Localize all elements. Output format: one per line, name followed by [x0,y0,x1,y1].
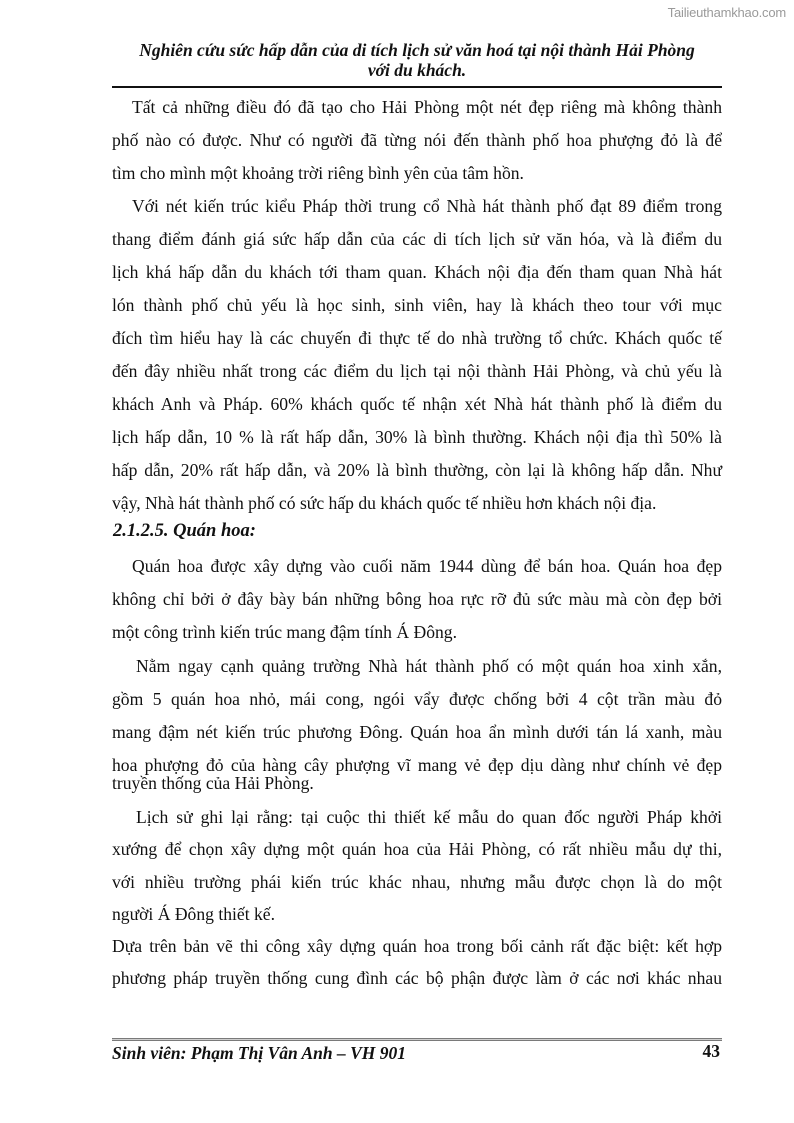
paragraph-line: một công trình kiến trúc mang đậm tính Á Đông. [112,622,457,642]
paragraph-line: với nhiều trường phái kiến trúc khác nhau, nhưng mẫu được chọn là do một [112,872,722,892]
paragraph-line: Quán hoa được xây dựng vào cuối năm 1944 dùng để bán hoa. Quán hoa đẹp [132,556,722,576]
paragraph-line: thang điểm đánh giá sức hấp dẫn của các di tích lịch sử văn hóa, và là điểm du [112,229,722,249]
paragraph-line: hoa phượng đỏ của hàng cây phượng vĩ mang vẻ đẹp dịu dàng như chính vẻ đẹp [112,755,722,775]
paragraph-line: truyền thống của Hải Phòng. [112,773,314,793]
paragraph-line: mang đậm nét kiến trúc phương Đông. Quán hoa ẩn mình dưới tán lá xanh, màu [112,722,722,742]
header-title-line-2: với du khách. [367,60,467,80]
paragraph-line: Dựa trên bản vẽ thi công xây dựng quán hoa trong bối cảnh rất đặc biệt: kết hợp [112,936,722,956]
paragraph-line: lịch khá hấp dẫn du khách tới tham quan. Khách nội địa đến tham quan Nhà hát [112,262,722,282]
paragraph-line: Lịch sử ghi lại rằng: tại cuộc thi thiết kế mẫu do quan đốc người Pháp khởi [136,807,722,827]
paragraph-line: gồm 5 quán hoa nhỏ, mái cong, ngói vẩy được chống bởi 4 cột trần màu đỏ [112,689,722,709]
paragraph-line: xướng để chọn xây dựng một quán hoa của Hải Phòng, có rất nhiều mẫu dự thi, [112,839,722,859]
watermark-text: Tailieuthamkhao.com [667,5,786,20]
paragraph-line: không chỉ bởi ở đây bày bán những bông hoa rực rỡ đủ sức màu mà còn đẹp bởi [112,589,722,609]
header-title-line-1: Nghiên cứu sức hấp dẫn của di tích lịch sử văn hoá tại nội thành Hải Phòng [139,40,695,60]
paragraph-line: đến đây nhiều nhất trong các điểm du lịch tại nội thành Hải Phòng, và chủ yếu là [112,361,722,381]
paragraph-line: người Á Đông thiết kế. [112,904,275,924]
paragraph-line: vậy, Nhà hát thành phố có sức hấp du khách quốc tế nhiều hơn khách nội địa. [112,493,657,513]
paragraph-line: lón thành phố chủ yếu là học sinh, sinh viên, hay là khách theo tour với mục [112,295,722,315]
paragraph-line: Với nét kiến trúc kiểu Pháp thời trung cổ Nhà hát thành phố đạt 89 điểm trong [132,196,722,216]
page-number: 43 [702,1041,720,1061]
paragraph-line: Tất cả những điều đó đã tạo cho Hải Phòng một nét đẹp riêng mà không thành [132,97,722,117]
section-heading: 2.1.2.5. Quán hoa: [113,521,256,541]
footer-author: Sinh viên: Phạm Thị Vân Anh – VH 901 [112,1043,407,1063]
header-divider [112,86,722,88]
paragraph-line: Nằm ngay cạnh quảng trường Nhà hát thành phố có một quán hoa xinh xắn, [136,656,722,676]
footer-divider [112,1038,722,1041]
running-header [112,40,722,80]
paragraph-line: phố nào có được. Như có người đã từng nói đến thành phố hoa phượng đỏ là để [112,130,722,150]
paragraph-line: lịch hấp dẫn, 10 % là rất hấp dẫn, 30% là bình thường. Khách nội địa thì 50% là [112,427,722,447]
paragraph-line: tìm cho mình một khoảng trời riêng bình yên của tâm hồn. [112,163,524,183]
paragraph-line: đích tìm hiểu hay là các chuyến đi thực tế do nhà trường tổ chức. Khách quốc tế [112,328,722,348]
paragraph-line: hấp dẫn, 20% rất hấp dẫn, và 20% là bình thường, còn lại là không hấp dẫn. Như [112,460,722,480]
paragraph-line: khách Anh và Pháp. 60% khách quốc tế nhận xét Nhà hát thành phố là điểm du [112,394,722,414]
paragraph-line: phương pháp truyền thống cung đình các bộ phận được làm ở các nơi khác nhau [112,968,722,988]
